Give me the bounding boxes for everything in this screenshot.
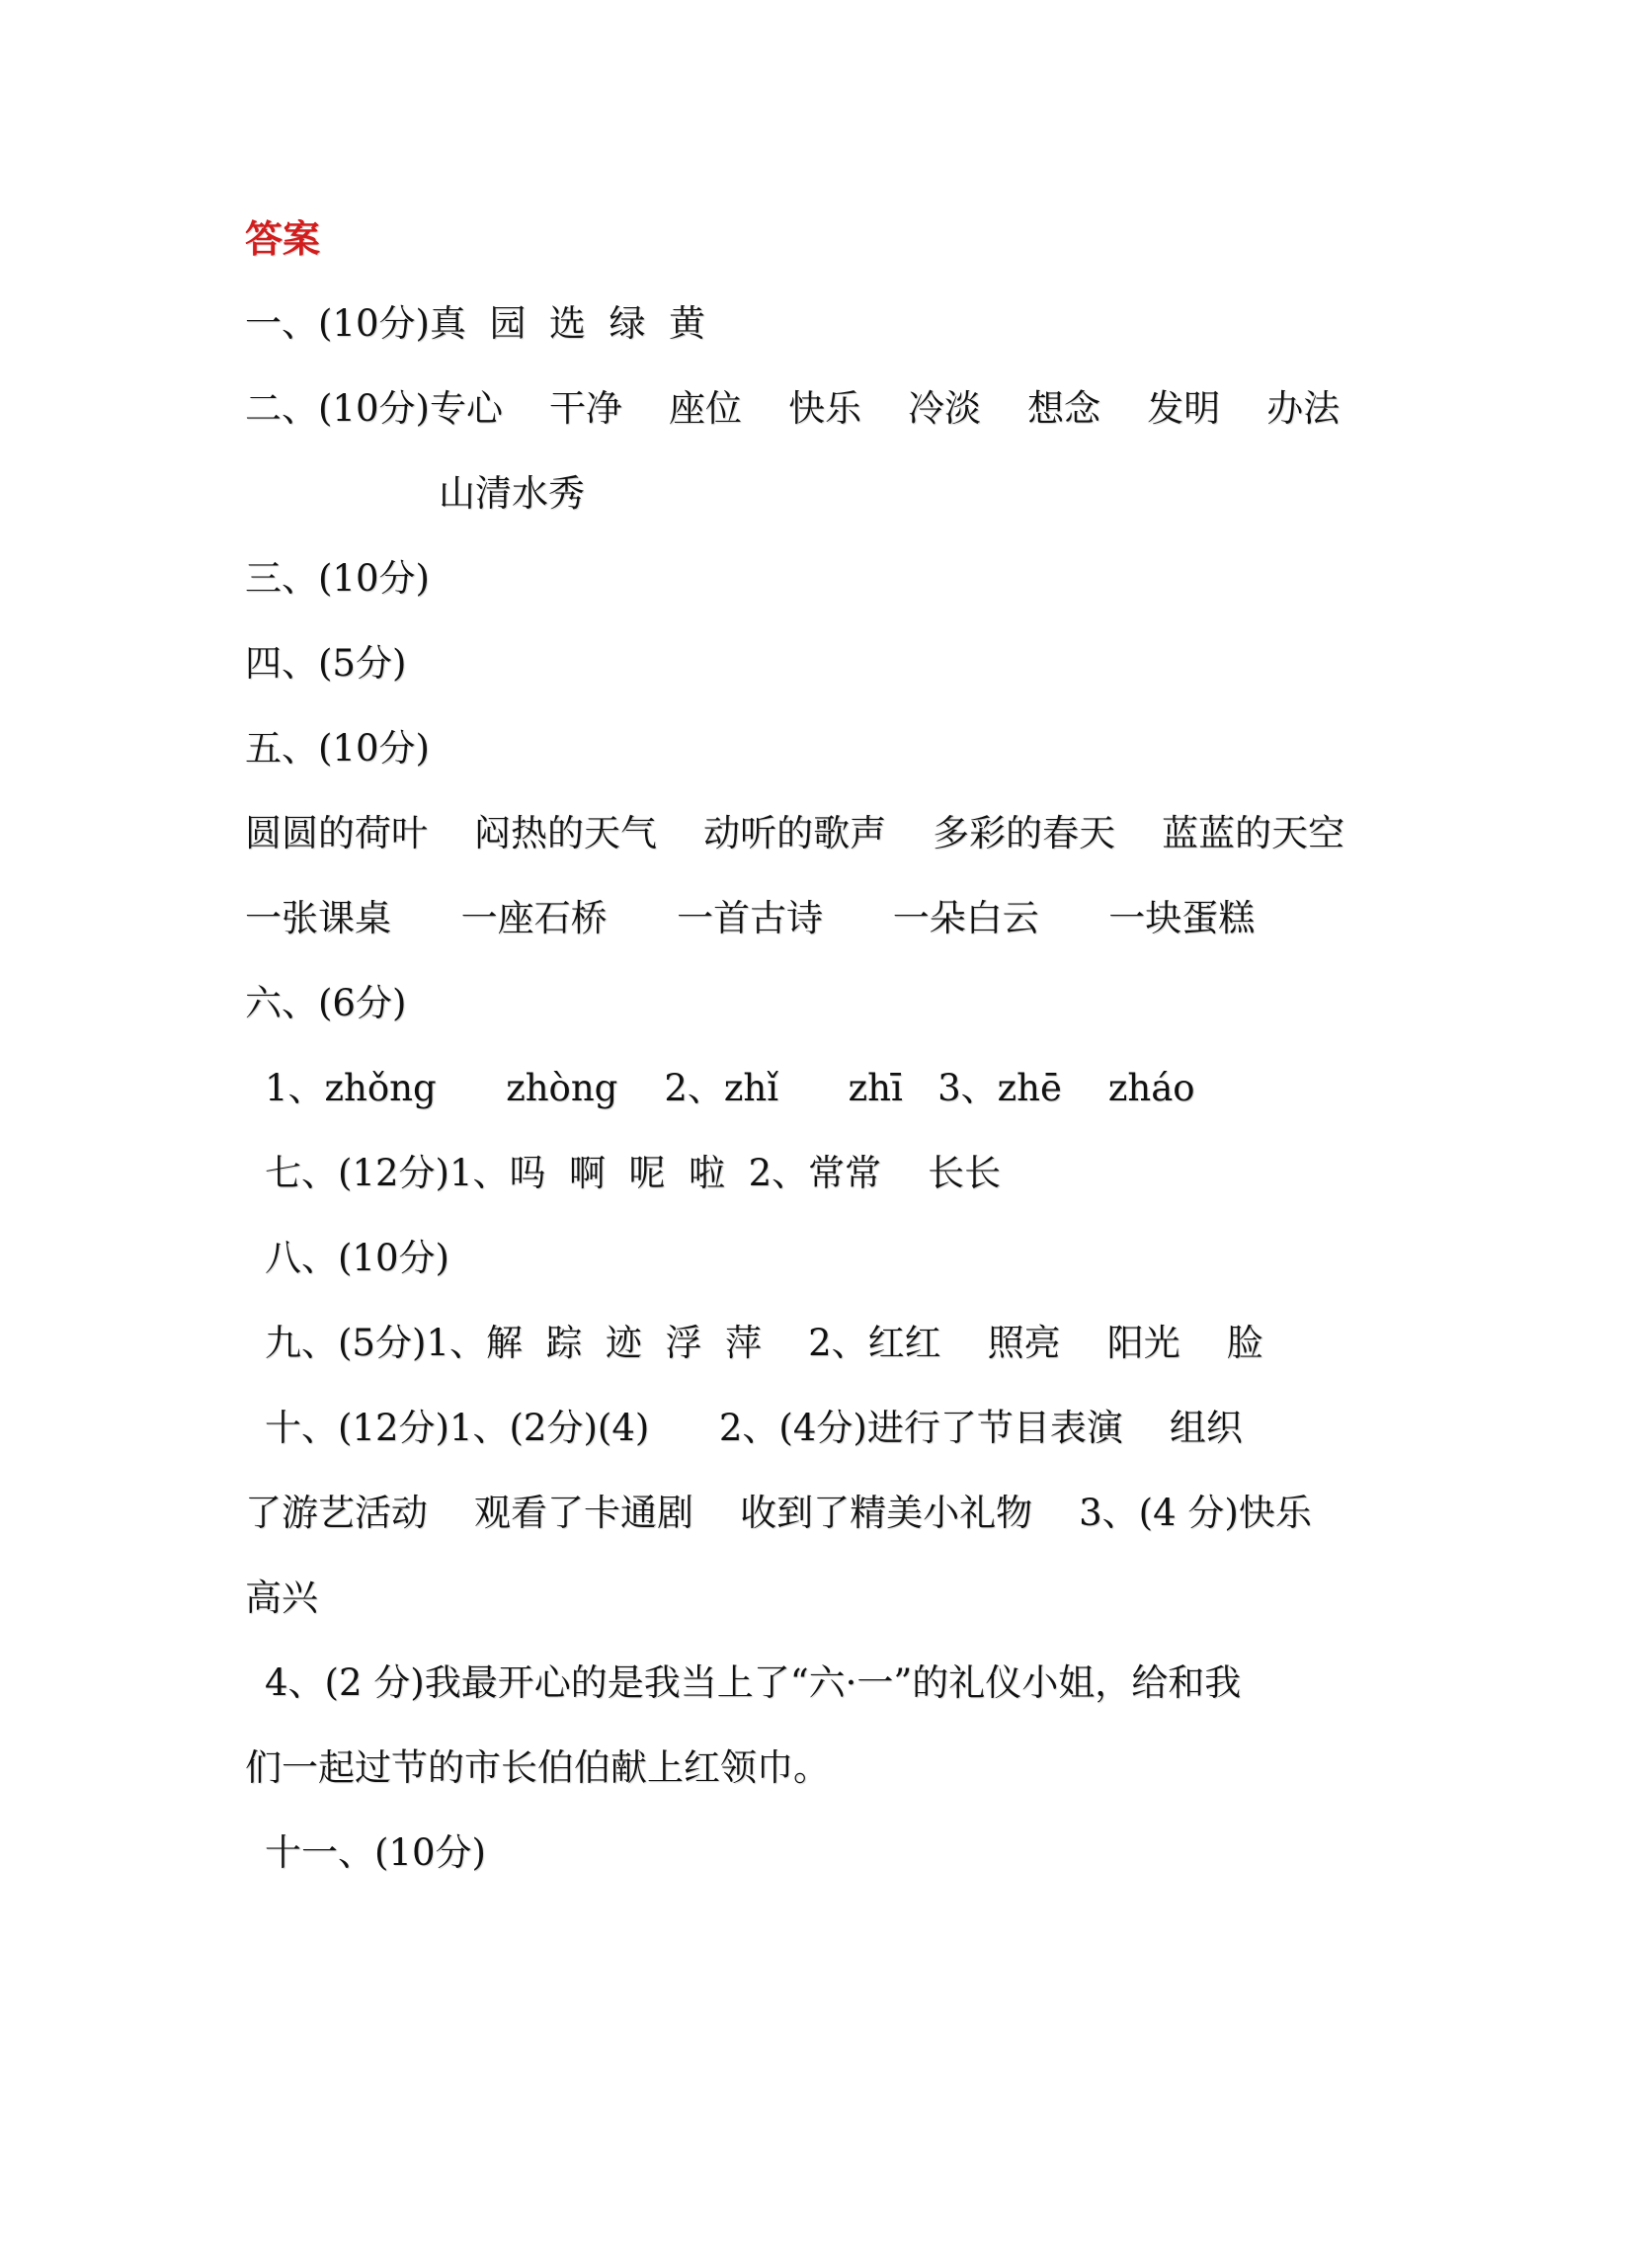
answer-line-8: 八、(10分) [265, 1237, 449, 1279]
answer-line-11: 十一、(10分) [265, 1831, 486, 1874]
answer-line-5-measure-words: 一张课桌 一座石桥 一首古诗 一朵白云 一块蛋糕 [245, 897, 1256, 939]
answer-line-5: 五、(10分) [245, 727, 430, 770]
answer-line-3: 三、(10分) [245, 557, 430, 600]
answer-line-10-continued-a: 了游艺活动 观看了卡通剧 收到了精美小礼物 3、(4 分)快乐 [245, 1492, 1312, 1534]
answer-line-4: 四、(5分) [245, 642, 407, 685]
answer-line-10-continued-b: 高兴 [245, 1577, 318, 1619]
page-title: 答案 [245, 216, 321, 261]
answer-line-2: 二、(10分)专心 干净 座位 快乐 冷淡 想念 发明 办法 [245, 387, 1341, 430]
answer-line-5-phrases: 圆圆的荷叶 闷热的天气 动听的歌声 多彩的春天 蓝蓝的天空 [245, 812, 1345, 854]
answer-line-10-part-4: 4、(2 分)我最开心的是我当上了“六·一”的礼仪小姐，给和我 [265, 1661, 1242, 1704]
answer-line-9: 九、(5分)1、解 踪 迹 浮 萍 2、红红 照亮 阳光 脸 [265, 1322, 1263, 1364]
answer-line-7: 七、(12分)1、吗 啊 呢 啦 2、常常 长长 [265, 1152, 1002, 1194]
answer-line-10-part-4-continued: 们一起过节的市长伯伯献上红领巾。 [245, 1746, 830, 1789]
answer-line-1: 一、(10分)真 园 选 绿 黄 [245, 302, 706, 345]
answer-line-6: 六、(6分) [245, 982, 407, 1024]
answer-line-2-continued: 山清水秀 [439, 472, 585, 515]
answer-line-6-pinyin: 1、zhǒng zhòng 2、zhǐ zhī 3、zhē zháo [265, 1067, 1195, 1109]
answer-line-10: 十、(12分)1、(2分)(4) 2、(4分)进行了节目表演 组织 [265, 1407, 1243, 1449]
